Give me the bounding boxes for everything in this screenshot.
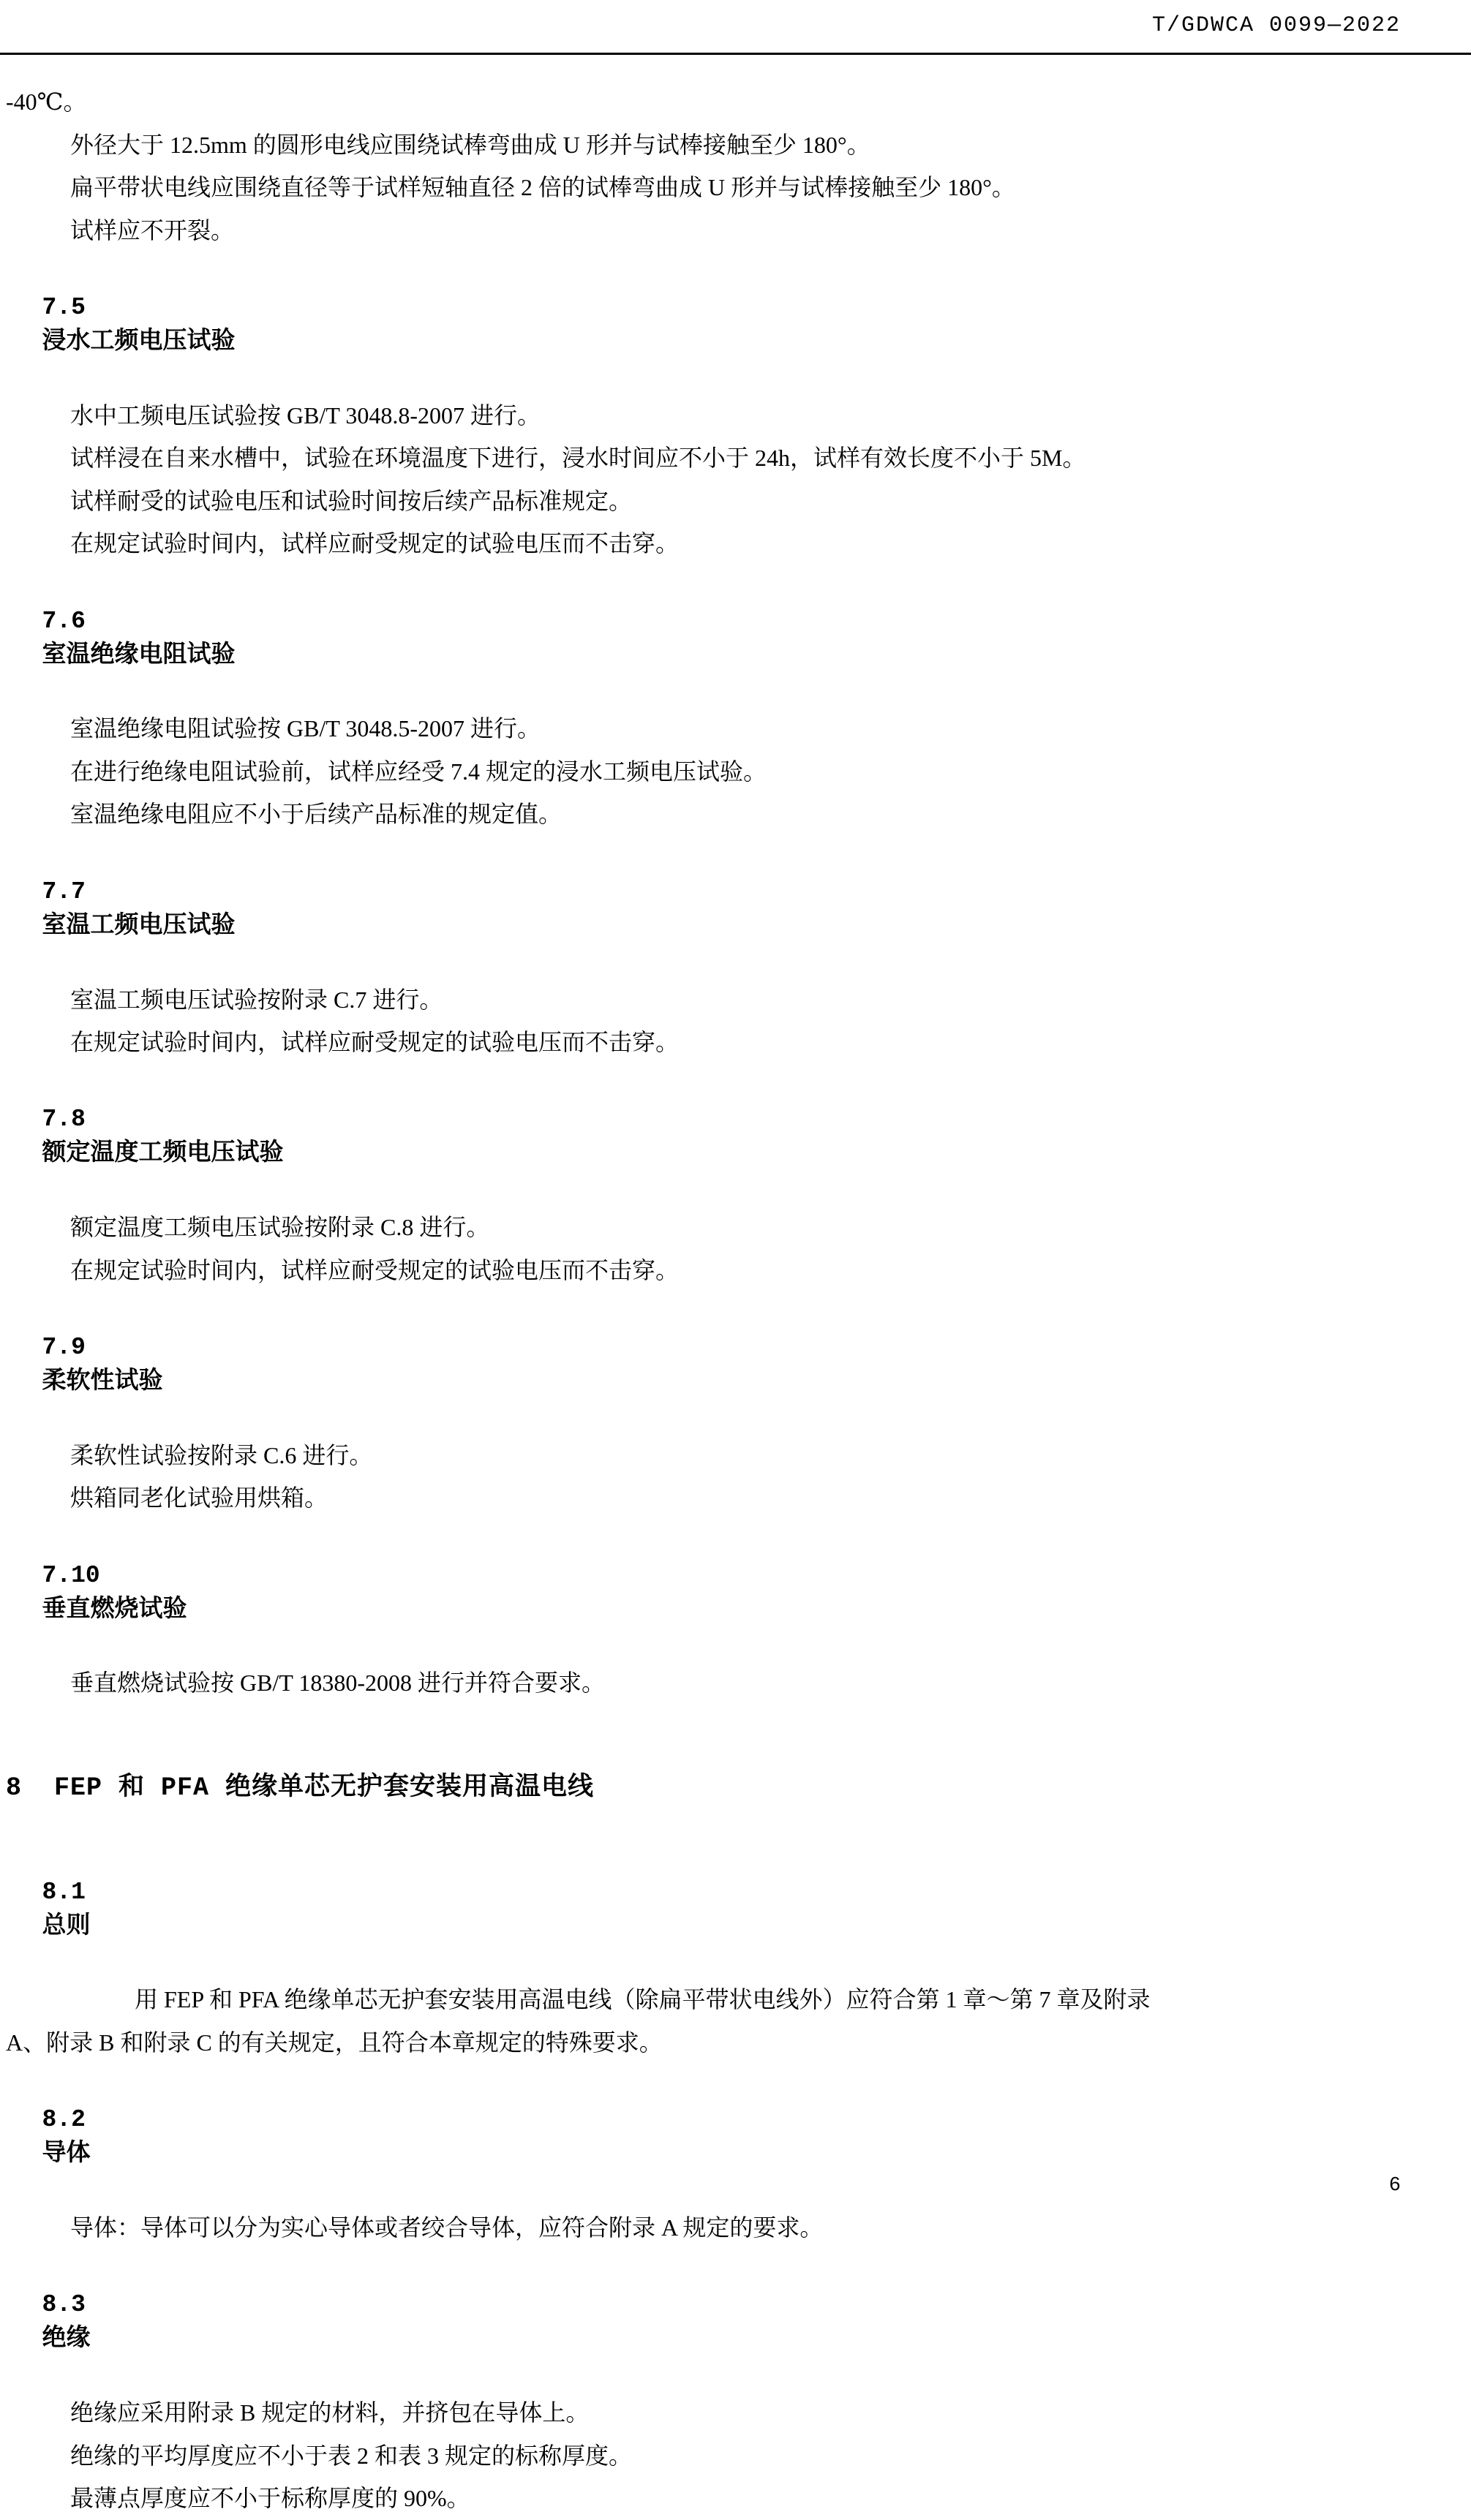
- paragraph-no-crack: 试样应不开裂。: [70, 216, 235, 244]
- paragraph-7-6-2: 在进行绝缘电阻试验前，试样应经受 7.4 规定的浸水工频电压试验。: [70, 758, 767, 785]
- section-heading-7-7: [6, 836, 1427, 978]
- section-heading-8-1: [6, 1836, 1427, 1979]
- section-heading-8-3: [6, 2249, 1427, 2391]
- paragraph-bend-flat-wire: 扁平带状电线应围绕直径等于试样短轴直径 2 倍的试棒弯曲成 U 形并与试棒接触至少 180°。: [70, 174, 1015, 201]
- section-heading-7-10: [6, 1520, 1427, 1662]
- section-title-8-2: 导体: [42, 2138, 91, 2166]
- paragraph-bend-round-wire: 外径大于 12.5mm 的圆形电线应围绕试棒弯曲成 U 形并与试棒接触至少 180°。: [70, 131, 870, 158]
- section-number-8-1: 8.1: [42, 1878, 86, 1906]
- paragraph-8-3-1: 绝缘应采用附录 B 规定的材料，并挤包在导体上。: [70, 2399, 590, 2426]
- paragraph-7-10-1: 垂直燃烧试验按 GB/T 18380-2008 进行并符合要求。: [70, 1670, 605, 1697]
- page-header-code: T/GDWCA 0099—2022: [1151, 13, 1401, 38]
- chapter-heading-8: 8 FEP 和 PFA 绝缘单芯无护套安装用高温电线: [6, 1773, 595, 1803]
- header-divider: [0, 53, 1471, 55]
- section-number-7-10: 7.10: [42, 1561, 100, 1589]
- section-heading-8-2: [6, 2064, 1427, 2206]
- paragraph-8-3-2: 绝缘的平均厚度应不小于表 2 和表 3 规定的标称厚度。: [70, 2442, 633, 2469]
- paragraph-7-5-4: 在规定试验时间内，试样应耐受规定的试验电压而不击穿。: [70, 530, 680, 557]
- section-number-7-8: 7.8: [42, 1106, 86, 1133]
- top-fragment-text: -40℃。: [6, 88, 87, 115]
- section-title-7-5: 浸水工频电压试验: [42, 325, 236, 353]
- section-heading-7-5: [6, 252, 1427, 394]
- section-number-7-9: 7.9: [42, 1334, 86, 1362]
- section-spacer: [6, 1705, 1427, 1762]
- section-number-7-5: 7.5: [42, 294, 86, 322]
- paragraph-8-3-3: 最薄点厚度应不小于标称厚度的 90%。: [70, 2485, 470, 2512]
- section-title-8-3: 绝缘: [42, 2323, 91, 2351]
- paragraph-7-9-2: 烘箱同老化试验用烘箱。: [70, 1485, 328, 1512]
- paragraph-8-1-1: 用 FEP 和 PFA 绝缘单芯无护套安装用高温电线（除扁平带状电线外）应符合第 1 章～第 7 章及附录: [135, 1986, 1151, 2013]
- paragraph-7-7-2: 在规定试验时间内，试样应耐受规定的试验电压而不击穿。: [70, 1029, 680, 1056]
- paragraph-7-5-3: 试样耐受的试验电压和试验时间按后续产品标准规定。: [70, 487, 633, 514]
- paragraph-7-5-2: 试样浸在自来水槽中，试验在环境温度下进行，浸水时间应不小于 24h，试样有效长度不小于 5M。: [70, 445, 1086, 472]
- section-number-7-7: 7.7: [42, 878, 86, 905]
- paragraph-7-6-3: 室温绝缘电阻应不小于后续产品标准的规定值。: [70, 801, 563, 828]
- section-heading-7-9: [6, 1291, 1427, 1434]
- section-heading-7-8: [6, 1064, 1427, 1207]
- section-number-8-3: 8.3: [42, 2291, 86, 2319]
- paragraph-7-9-1: 柔软性试验按附录 C.6 进行。: [70, 1441, 373, 1468]
- paragraph-7-8-2: 在规定试验时间内，试样应耐受规定的试验电压而不击穿。: [70, 1256, 680, 1283]
- paragraph-8-2-1: 导体：导体可以分为实心导体或者绞合导体，应符合附录 A 规定的要求。: [70, 2214, 824, 2241]
- section-title-8-1: 总则: [42, 1910, 91, 1938]
- section-title-7-9: 柔软性试验: [42, 1365, 163, 1393]
- section-heading-7-6: [6, 565, 1427, 708]
- section-title-7-6: 室温绝缘电阻试验: [42, 639, 236, 667]
- section-number-7-6: 7.6: [42, 607, 86, 635]
- page-number: 6: [1388, 2175, 1401, 2197]
- paragraph-7-5-1: 水中工频电压试验按 GB/T 3048.8-2007 进行。: [70, 401, 541, 429]
- paragraph-7-8-1: 额定温度工频电压试验按附录 C.8 进行。: [70, 1214, 490, 1241]
- page-content: [0, 80, 1471, 2520]
- section-title-7-10: 垂直燃烧试验: [42, 1593, 187, 1621]
- chapter-spacer: [6, 1807, 1427, 1836]
- section-title-7-7: 室温工频电压试验: [42, 910, 236, 938]
- section-number-8-2: 8.2: [42, 2106, 86, 2134]
- paragraph-7-6-1: 室温绝缘电阻试验按 GB/T 3048.5-2007 进行。: [70, 715, 541, 742]
- paragraph-8-1-2: A、附录 B 和附录 C 的有关规定，且符合本章规定的特殊要求。: [6, 2029, 663, 2056]
- paragraph-7-7-1: 室温工频电压试验按附录 C.7 进行。: [70, 986, 443, 1013]
- section-title-7-8: 额定温度工频电压试验: [42, 1138, 284, 1166]
